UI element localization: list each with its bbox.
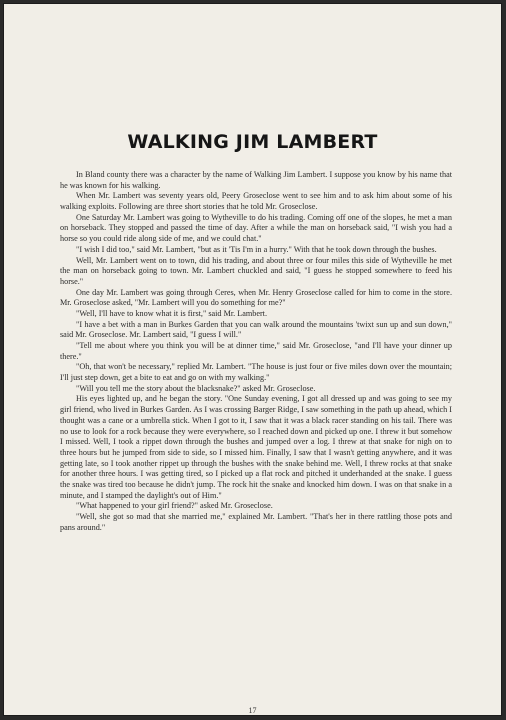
paragraph: "What happened to your girl friend?" asked Mr. Groseclose. [76, 501, 273, 511]
paragraph: In Bland county there was a character by the name of Walking Jim Lambert. I suppose you know by his name that he was known for his walking. [60, 170, 452, 190]
paragraph: One Saturday Mr. Lambert was going to Wytheville to do his trading. Coming off one of the slopes, he met a man on horseback. They stopped and passed the time of day. After a while the man on horseback said, "I wish you had a horse so you could ride along side of me, and we could chat." [60, 212, 452, 244]
paragraph: "Well, she got so mad that she married me," explained Mr. Lambert. "That's her in there rattling those pots and pans around." [60, 512, 452, 532]
paragraph: His eyes lighted up, and he began the story. "One Sunday evening, I got all dressed up and was going to see my girl friend, who lived in Burkes Garden. As I was crossing Barger Ridge, I saw something in the path up ahead, which I thought was a cane or a umbrella stick. When I got to it, I saw that it was a black racer standing on his tail. There was no use to look for a rock because they were everywhere, so I reached down and picked up one. I threw it but somehow I missed. Well, I took a rippet down through the bushes and jumped over a log. I threw at that snake for nigh on to three hours but he jumped from side to side, so I missed him. Finally, I saw that I wasn't getting anywhere, and it was getting late, so I took another rippet up through the bushes with the snake behind me. Well, I threw rocks at that snake for another three hours. I was getting tired, so I picked up a flat rock and pitched it underhanded at the snake. I guess the snake was tired too because he didn't jump. The rock hit the snake and knocked him down. I was on that snake in a minute, and I stamped the daylight's out of Him." [60, 394, 452, 500]
page-title: WALKING JIM LAMBERT [127, 131, 378, 153]
paragraph: When Mr. Lambert was seventy years old, Peery Groseclose went to see him and to ask him about some of his walking exploits. Following are three short stories that he told Mr. Groseclose. [60, 191, 452, 212]
paragraph: "I wish I did too," said Mr. Lambert, "but as it 'Tis I'm in a hurry." With that he took down through the bushes. [76, 244, 437, 254]
paragraph: "Will you tell me the story about the blacksnake?" asked Mr. Groseclose. [76, 383, 316, 393]
paragraph: "Oh, that won't be necessary," replied Mr. Lambert. "The house is just four or five miles down over the mountain; I'll just step down, get a bite to eat and go on with my walking." [60, 362, 452, 383]
paragraph: "I have a bet with a man in Burkes Garden that you can walk around the mountains 'twixt sun up and sun down," said Mr. Groseclose. Mr. Lambert said, "I guess I will." [60, 319, 452, 340]
paragraph: "Well, I'll have to know what it is first," said Mr. Lambert. [76, 308, 268, 318]
story-body [60, 170, 452, 533]
document-page [3, 3, 502, 716]
paragraph: Well, Mr. Lambert went on to town, did his trading, and about three or four miles this side of Wytheville he met the man on horseback going to town. Mr. Lambert chuckled and said, "I guess he stopped somewhere to feed his horse." [60, 255, 452, 286]
paragraph: One day Mr. Lambert was going through Ceres, when Mr. Henry Groseclose called for him to come in the store. Mr. Groseclose asked, "Mr. Lambert will you do something for me?" [60, 287, 452, 308]
paragraph: "Tell me about where you think you will be at dinner time," said Mr. Groseclose, "and I'll have your dinner up there." [60, 341, 452, 361]
page-number: 17 [248, 706, 257, 715]
